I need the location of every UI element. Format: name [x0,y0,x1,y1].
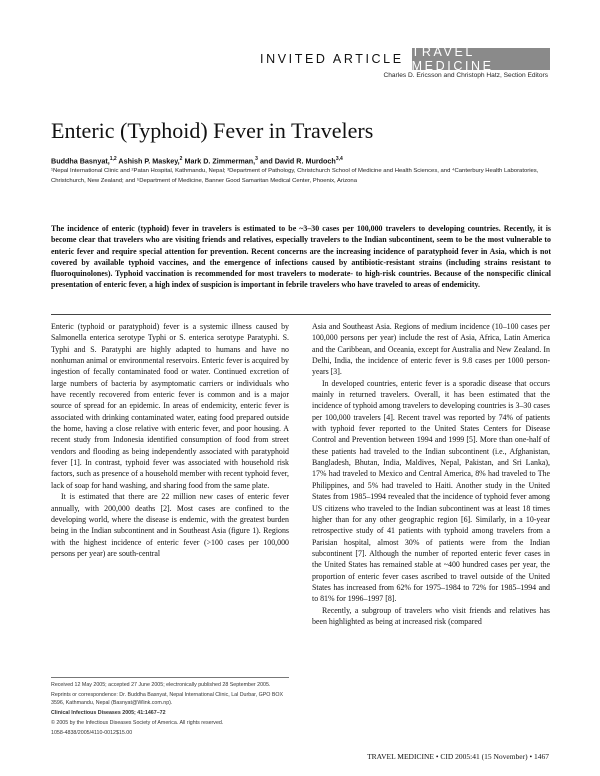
body-paragraph: It is estimated that there are 22 million new cases of enteric fever annually, with 200,000 deaths [2]. Most cases are confined to the developing world, where the disease is endemic, with the greatest burden being in the Indian subcontinent and in Southeast Asia (figure 1). Regions with the highest incidence of enteric fever (>100 cases per 100,000 persons per year) are south-central [51,492,289,558]
article-header-bar [260,45,550,73]
affiliations: ¹Nepal International Clinic and ²Patan Hospital, Kathmandu, Nepal; ³Department of Pathology, Christchurch School of Medicine and Health Sciences, and ⁴Canterbury Health Laboratories, Christchurch, New Zealand; and ⁵Department of Medicine, Banner Good Samaritan Medical Center, Phoenix, Arizona [51,168,539,184]
issn-note: 1058-4838/2005/4110-0012$15.00 [51,730,133,736]
page-footer: TRAVEL MEDICINE • CID 2005:41 (15 November) • 1467 [367,752,549,761]
author-name: and David R. Murdoch [259,156,336,166]
author-affiliation-mark: 1,2 [109,156,117,162]
author-name: Buddha Basnyat, [51,156,110,166]
section-divider [51,314,551,315]
body-paragraph: Enteric (typhoid or paratyphoid) fever is a systemic illness caused by Salmonella enterica serotype Typhi or S. enterica serotype Paratyphi. S. Typhi and S. Paratyphi are highly adapted to humans and have no nonhuman animal or environmental reservoirs. Enteric fever is acquired by ingestion of fecally contaminated food or water. Continued excretion of large numbers of bacteria by asymptomatic carriers or individuals who have recently recovered from enteric fever is common and is a major source of spread for an epidemic. In areas of endemicity, enteric fever is associated with drinking contaminated water, eating food prepared outside the home, having a close relative with enteric fever, and poor housing. A recent study from Indonesia identified consumption of food from street vendors and flooding as being independently associated with paratyphoid fever [1]. In contrast, typhoid fever was associated with household risk factors, such as presence of a household member with recent typhoid fever, lack of soap for hand washing, and sharing food from the same plate. [51,322,289,490]
footnotes [51,677,289,739]
section-editors: Charles D. Ericsson and Christoph Hatz, Section Editors [383,72,548,79]
body-paragraph: In developed countries, enteric fever is a sporadic disease that occurs mainly in returned travelers. Overall, it has been estimated that the incidence of typhoid among travelers to developing countries is 3–30 cases per 100,000 travelers [4]. Recent travel was reported by 74% of patients with typhoid fever reported to the United States Centers for Disease Control and Prevention between 1994 and 1999 [5]. More than one-half of these patients had traveled to the Indian subcontinent (i.e., Afghanistan, Bangladesh, Bhutan, India, Maldives, Nepal, Pakistan, and Sri Lanka), 17% had traveled to Mexico and Central America, 8% had traveled to The Philippines, and 5% had traveled to Haiti. Another study in the United States from 1985–1994 revealed that the incidence of typhoid fever among US citizens who traveled to the Indian subcontinent was at least 18 times higher than for any other geographic region [6]. Similarly, in a 10-year retrospective study of 41 patients with typhoid among travelers from a Parisian hospital, almost 30% of patients were from the Indian subcontinent [7]. Although the number of reported enteric fever cases in the United States has remained stable at ~400 hundred cases per year, the proportion of enteric fever cases ascribed to travel outside of the United States has increased from 62% for 1975–1984 to 72% for 1985–1994 and to 81% for 1996–1997 [8]. [312,378,550,604]
article-title: Enteric (Typhoid) Fever in Travelers [51,118,374,143]
body-paragraph: Asia and Southeast Asia. Regions of medium incidence (10–100 cases per 100,000 persons per year) include the rest of Asia, Africa, Latin America and the Caribbean, and Oceania, except for Australia and New Zealand. In Delhi, India, the incidence of enteric fever is 9.8 cases per 1000 person-years [3]. [312,322,550,377]
author-name: Ashish P. Maskey, [118,156,180,166]
body-paragraph: Recently, a subgroup of travelers who visit friends and relatives has been highlighted as being at increased risk (compared [312,605,550,626]
abstract: The incidence of enteric (typhoid) fever in travelers is estimated to be ~3–30 cases per 100,000 travelers to developing countries. Recently, it is become clear that travelers who are visiting friends and relatives, especially travelers to the Indian subcontinent, seem to be the most vulnerable to enteric fever and require special attention for prevention. Recent concerns are the increasing incidence of paratyphoid fever in Asia, which is not covered by available typhoid vaccines, and the emergence of infections caused by antibiotic-resistant strains (including strains resistant to fluoroquinolones). Typhoid vaccination is recommended for most travelers to moderate- to high-risk countries. Because of the nonspecific clinical presentation of enteric fever, a high index of suspicion is important in febrile travelers who have traveled to areas of endemicity. [51,224,551,290]
body-column-left [51,321,289,559]
author-affiliation-mark: 3,4 [335,156,343,162]
copyright-note: © 2005 by the Infectious Diseases Society of America. All rights reserved. [51,720,224,726]
received-note: Received 12 May 2005; accepted 27 June 2005; electronically published 28 September 2005. [51,682,271,688]
journal-citation: Clinical Infectious Diseases 2005; 41:1467–72 [51,710,166,716]
author-name: Mark D. Zimmerman, [184,156,256,166]
author-affiliation-mark: 3 [255,156,258,162]
author-affiliation-mark: 2 [179,156,183,162]
reprints-note: Reprints or correspondence: Dr. Buddha Basnyat, Nepal International Clinic, Lal Durbar, GPO BOX 3596, Kathmandu, Nepal (Basnyat@Wlink.com.np). [51,692,284,706]
article-type-label: INVITED ARTICLE [260,52,404,66]
body-column-right [312,321,550,627]
section-label: TRAVEL MEDICINE [412,48,550,70]
author-list [51,156,551,165]
